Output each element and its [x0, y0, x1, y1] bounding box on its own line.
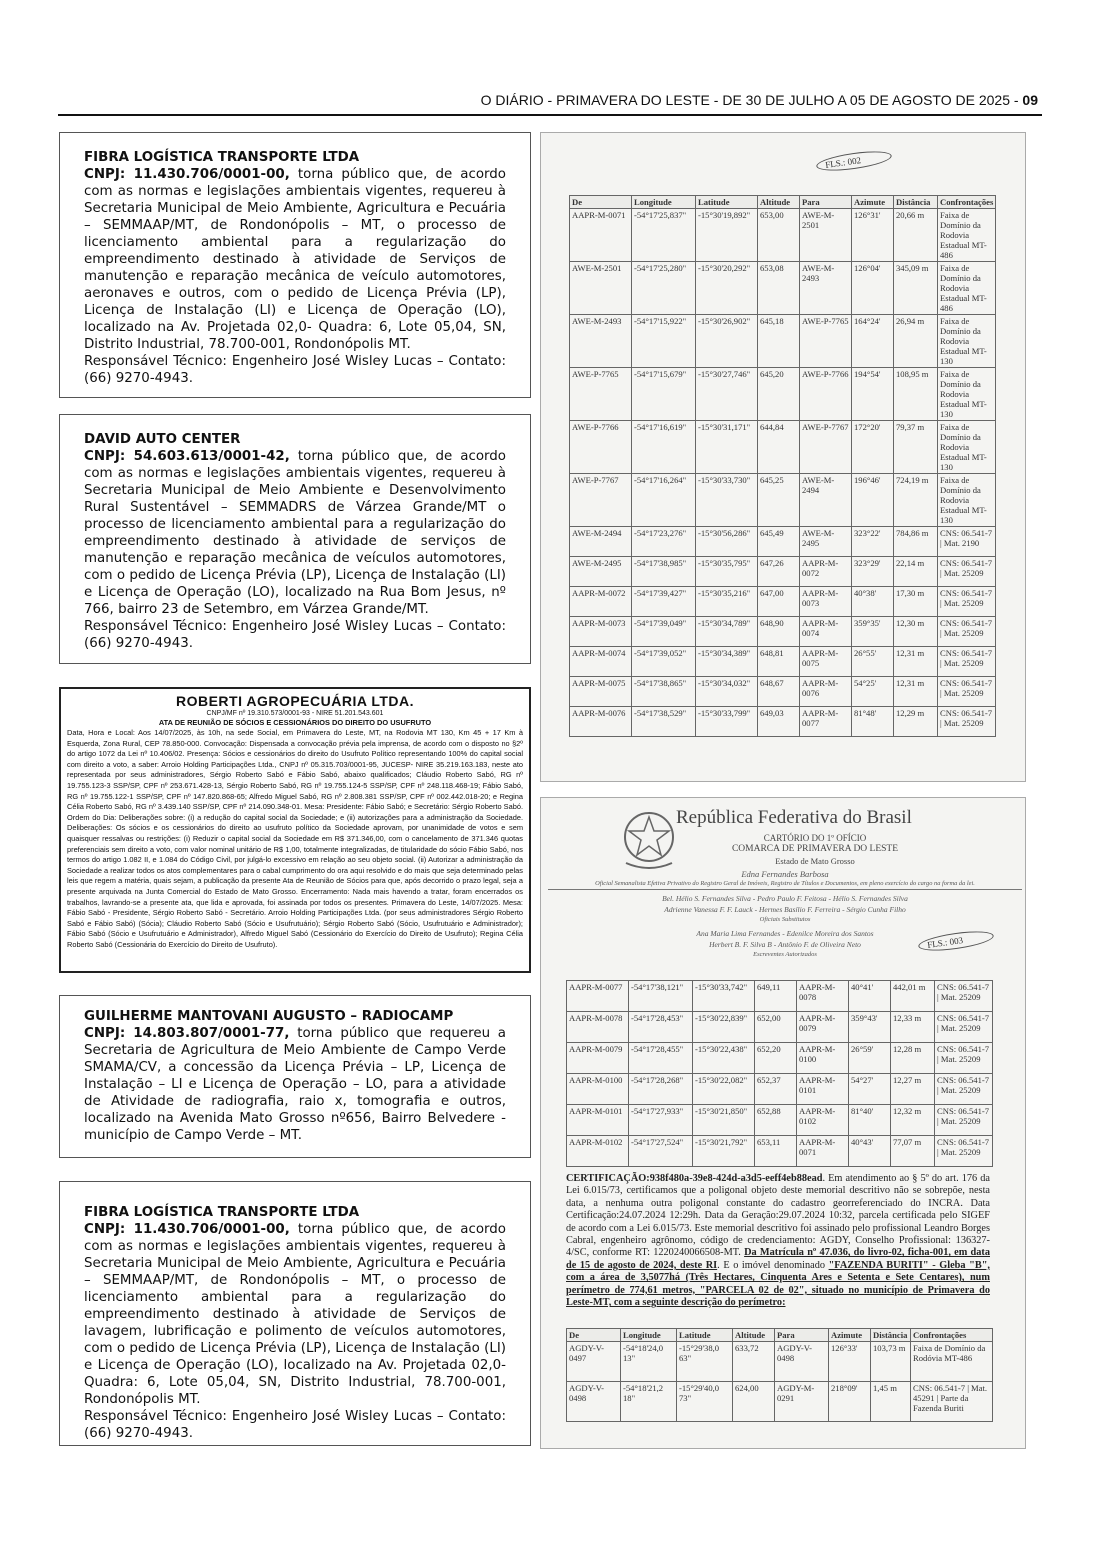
- table-cell: 645,25: [758, 474, 800, 527]
- certification-text: [566, 1173, 990, 1309]
- table-cell: CNS: 06.541-7 | Mat. 2190: [938, 527, 996, 557]
- table-cell: CNS: 06.541-7 | Mat. 45291 | Parte da Fazenda Buriti: [911, 1382, 993, 1422]
- table-cell: CNS: 06.541-7 | Mat. 25209: [935, 981, 993, 1012]
- table-cell: AAPR-M-0100: [567, 1074, 629, 1105]
- table-cell: 40°43': [849, 1136, 891, 1167]
- table-cell: CNS: 06.541-7 | Mat. 25209: [935, 1074, 993, 1105]
- table-cell: 648,90: [758, 617, 800, 647]
- table-cell: -54°17'15,679": [632, 368, 696, 421]
- table-cell: AWE-M-2493: [570, 315, 632, 368]
- roberti-cnpj: CNPJ/MF nº 19.310.573/0001-93 - NIRE 51.201.543.601: [206, 710, 384, 717]
- notice-body: torna público que, de acordo com as normas e legislações ambientais vigentes, requereu à Secretaria Municipal de Meio Ambiente e Desenvolvimento Rural Sustentável – SEMMADRS de Várzea Grande/MT o processo de licenciamento ambiental para a regularização do empreendimento destinado à atividade de serviços de manutenção e reparação mecânica de veículos automotores, com o pedido de Licença Prévia (LP), Licença de Instalação (LI) e Licença de Operação (LO), localizado na Rua Bom Jesus, nº 766, bairro 23 de Setembro, em Várzea Grande/MT.: [84, 449, 506, 617]
- table-cell: Faixa de Domínio da Rodovia Estadual MT-486: [938, 209, 996, 262]
- notice-body: torna público que, de acordo com as normas e legislações ambientais vigentes, requereu à Secretaria Municipal de Meio Ambiente, Agricultura e Pecuária – SEMMAAP/MT, de Rondonópolis – MT, o processo de licenciamento ambiental para a regularização do empreendimento destinado à atividade de Serviços de manutenção e reparação mecânica de veículo automotores, aeronaves e outros, com o pedido de Licença Prévia (LP), Licença de Instalação (LI) e Licença de Operação (LO), localizado na Av. Projetada 02,0- Quadra: 6, Lote 05,04, SN, Distrito Industrial, 78.700-001, Rondonópolis MT.: [84, 167, 506, 352]
- table-cell: -54°17'38,985": [632, 557, 696, 587]
- table-cell: 653,11: [755, 1136, 797, 1167]
- table-cell: -54°17'28,453": [629, 1012, 693, 1043]
- table-cell: AAPR-M-0074: [800, 617, 852, 647]
- table-cell: 323°29': [852, 557, 894, 587]
- table-row: [570, 677, 996, 707]
- cartorio-name: CARTÓRIO DO 1º OFÍCIO: [763, 833, 867, 843]
- table-row: [570, 368, 996, 421]
- table-cell: 323°22': [852, 527, 894, 557]
- notice-david: [59, 414, 531, 664]
- table-cell: AAPR-M-0074: [570, 647, 632, 677]
- property-intro: . E o imóvel denominado: [717, 1259, 829, 1271]
- table-cell: AAPR-M-0101: [797, 1074, 849, 1105]
- table-cell: CNS: 06.541-7 | Mat. 25209: [935, 1105, 993, 1136]
- table-cell: 12,31 m: [894, 677, 938, 707]
- table-cell: Faixa de Domínio da Rodovia Estadual MT-130: [938, 368, 996, 421]
- table-cell: AAPR-M-0073: [570, 617, 632, 647]
- official-description: Oficial Semanalista Efetiva Privativo do Registro Geral de Imóveis, Registro de Títulos e Documentos, em pleno exercício do cargo na forma da lei.: [548, 880, 1022, 890]
- page-number: 09: [1022, 92, 1038, 108]
- table-cell: AAPR-M-0079: [797, 1012, 849, 1043]
- table-cell: 645,49: [758, 527, 800, 557]
- table-cell: 40°41': [849, 981, 891, 1012]
- table-cell: AWE-M-2495: [800, 527, 852, 557]
- table-header-row: [567, 1329, 993, 1342]
- table-cell: -15°30'34,789": [696, 617, 758, 647]
- table-cell: 126°33': [829, 1342, 871, 1382]
- table-row: [567, 1342, 993, 1382]
- table-header-cell: Distância: [894, 196, 938, 209]
- table-cell: -54°17'16,619": [632, 421, 696, 474]
- table-cell: 12,28 m: [891, 1043, 935, 1074]
- table-cell: 164°24': [852, 315, 894, 368]
- matricula-text: Da Matrícula nº 47.036, do livro-02, ficha-001, em data de 15 de agosto de 2024, deste RI: [566, 1247, 990, 1271]
- table-row: [570, 527, 996, 557]
- table-cell: -15°30'27,746": [696, 368, 758, 421]
- table-header-cell: Latitude: [677, 1329, 733, 1342]
- table-cell: 649,11: [755, 981, 797, 1012]
- table-cell: 20,66 m: [894, 209, 938, 262]
- table-cell: AWE-M-2501: [800, 209, 852, 262]
- table-cell: AAPR-M-0075: [800, 647, 852, 677]
- table-cell: -54°17'27,933": [629, 1105, 693, 1136]
- notice-text: [84, 448, 506, 618]
- table-cell: -15°30'33,742": [693, 981, 755, 1012]
- table-cell: AAPR-M-0100: [797, 1043, 849, 1074]
- table-cell: -15°30'35,795": [696, 557, 758, 587]
- table-cell: AAPR-M-0101: [567, 1105, 629, 1136]
- table-cell: 108,95 m: [894, 368, 938, 421]
- table-cell: AAPR-M-0077: [567, 981, 629, 1012]
- table-header-cell: Para: [800, 196, 852, 209]
- table-cell: AAPR-M-0072: [570, 587, 632, 617]
- table-cell: -15°30'22,438": [693, 1043, 755, 1074]
- comarca-name: COMARCA DE PRIMAVERA DO LESTE: [731, 844, 899, 854]
- official-name: Edna Fernandes Barbosa: [741, 869, 829, 879]
- table-cell: -15°30'33,730": [696, 474, 758, 527]
- table-header-cell: Azimute: [829, 1329, 871, 1342]
- header-text: O DIÁRIO - PRIMAVERA DO LESTE - DE 30 DE JULHO A 05 DE AGOSTO DE 2025 -: [480, 92, 1023, 108]
- table-cell: -54°17'25,280": [632, 262, 696, 315]
- table-cell: 172°20': [852, 421, 894, 474]
- table-cell: -54°18'24,0 13": [621, 1342, 677, 1382]
- table-cell: -15°30'22,082": [693, 1074, 755, 1105]
- table-cell: 652,00: [755, 1012, 797, 1043]
- table-cell: -15°30'31,171": [696, 421, 758, 474]
- notice-fibra-1: [59, 132, 531, 398]
- page-header: [58, 92, 1042, 116]
- table-header-cell: Azimute: [852, 196, 894, 209]
- table-cell: 218°09': [829, 1382, 871, 1422]
- table-row: [570, 474, 996, 527]
- table-cell: -54°17'38,865": [632, 677, 696, 707]
- notice-body: torna público que, de acordo com as normas e legislações ambientais vigentes, requereu à Secretaria Municipal de Meio Ambiente, Agricultura e Pecuária – SEMMAAP/MT, de Rondonópolis – MT, o processo de licenciamento ambiental para a regularização do empreendimento destinado à atividade de Serviços de lavagem, lubrificação e polimento de veículos automotores, com o pedido de Licença Prévia (LP), Licença de Instalação (LI) e Licença de Operação (LO), localizado na Av. Projetada 02,0- Quadra: 6, Lote 05,04, SN, Distrito Industrial, 78.700-001, Rondonópolis MT.: [84, 1222, 506, 1407]
- table-cell: AAPR-M-0102: [567, 1136, 629, 1167]
- table-body: [570, 209, 996, 737]
- table-header-cell: De: [570, 196, 632, 209]
- table-cell: AAPR-M-0079: [567, 1043, 629, 1074]
- table-cell: AAPR-M-0075: [570, 677, 632, 707]
- table-cell: -15°30'26,902": [696, 315, 758, 368]
- table-cell: -15°29'40,0 73": [677, 1382, 733, 1422]
- table-row: [567, 1136, 993, 1167]
- table-cell: 196°46': [852, 474, 894, 527]
- table-row: [570, 557, 996, 587]
- table-row: [567, 1043, 993, 1074]
- table-cell: AGDY-V-0498: [775, 1342, 829, 1382]
- estado-name: Estado de Mato Grosso: [775, 856, 855, 866]
- table-cell: 648,81: [758, 647, 800, 677]
- table-header-cell: Confrontações: [938, 196, 996, 209]
- table-cell: 648,67: [758, 677, 800, 707]
- table-cell: Faixa de Domínio da Rodovia Estadual MT-486: [938, 262, 996, 315]
- table-cell: CNS: 06.541-7 | Mat. 25209: [938, 677, 996, 707]
- table-cell: 22,14 m: [894, 557, 938, 587]
- table-header-cell: De: [567, 1329, 621, 1342]
- notice-cnpj: CNPJ: 11.430.706/0001-00,: [84, 167, 290, 182]
- table-cell: 649,03: [758, 707, 800, 737]
- table-cell: AAPR-M-0071: [797, 1136, 849, 1167]
- certification-code: CERTIFICAÇÃO:938f480a-39e8-424d-a3d5-eeff4eb88ead: [566, 1173, 823, 1184]
- table-row: [570, 617, 996, 647]
- table-body: [567, 1342, 993, 1422]
- table-cell: CNS: 06.541-7 | Mat. 25209: [938, 587, 996, 617]
- table-cell: AWE-P-7766: [570, 421, 632, 474]
- table-cell: 653,00: [758, 209, 800, 262]
- table-row: [567, 1382, 993, 1422]
- table-cell: 126°31': [852, 209, 894, 262]
- certification-body: . Em atendimento ao § 5º do art. 176 da Lei 6.015/73, certificamos que a poligonal objeto deste memorial descritivo não se sobrepõe, nesta data, a nenhuma outra poligonal constante do cadastro georreferenciado do INCRA. Data Certificação:24.07.2024 12:29h. Data da Geração:29.07.2024 10:32, parcela certificada pelo SIGEF de acordo com a Lei 6.015/73. Este memorial descritivo foi assinado pelo profissional Leandro Borges Cabral, engenheiro agrônomo, código de credenciamento: AGDY, Conselho Profissional: 136327-4/SC, conforme RT: 1220240066508-MT.: [566, 1173, 990, 1259]
- table-cell: -15°30'56,286": [696, 527, 758, 557]
- coordinates-table-3: [566, 1328, 993, 1422]
- table-cell: -54°17'28,455": [629, 1043, 693, 1074]
- clerks-line-2: Herbert B. F. Silva B - Antônio F. de Oliveira Neto: [709, 940, 861, 949]
- substitutes-line-1: Bel. Hélio S. Fernandes Silva - Pedro Paulo F. Feitosa - Hélio S. Fernandes Silva: [662, 894, 908, 903]
- notice-cnpj: CNPJ: 54.603.613/0001-42,: [84, 449, 290, 464]
- table-cell: Faixa de Domínio da Rodóvia MT-486: [911, 1342, 993, 1382]
- roberti-title: ROBERTI AGROPECUÁRIA LTDA.: [175, 693, 415, 709]
- table-cell: AWE-M-2501: [570, 262, 632, 315]
- table-cell: -54°17'25,837": [632, 209, 696, 262]
- table-row: [567, 1105, 993, 1136]
- table-cell: 359°35': [852, 617, 894, 647]
- table-cell: -15°30'21,792": [693, 1136, 755, 1167]
- notice-roberti: [59, 687, 531, 973]
- notice-guilherme: [59, 995, 531, 1158]
- table-cell: AAPR-M-0078: [567, 1012, 629, 1043]
- table-cell: 12,30 m: [894, 617, 938, 647]
- notice-fibra-2: [59, 1181, 531, 1446]
- table-row: [570, 315, 996, 368]
- table-cell: AAPR-M-0078: [797, 981, 849, 1012]
- table-cell: AWE-M-2494: [800, 474, 852, 527]
- table-cell: -54°17'39,427": [632, 587, 696, 617]
- table-cell: CNS: 06.541-7 | Mat. 25209: [938, 557, 996, 587]
- table-cell: AWE-M-2494: [570, 527, 632, 557]
- table-cell: 724,19 m: [894, 474, 938, 527]
- table-cell: -15°30'34,032": [696, 677, 758, 707]
- table-cell: AWE-P-7767: [800, 421, 852, 474]
- table-cell: 653,08: [758, 262, 800, 315]
- scanned-page-1: [540, 132, 1026, 782]
- table-cell: -54°17'39,049": [632, 617, 696, 647]
- page-stamp: FLS.: 003: [917, 928, 994, 954]
- republica-title: República Federativa do Brasil: [676, 807, 912, 828]
- notice-text: [84, 1025, 506, 1144]
- table-cell: AAPR-M-0071: [570, 209, 632, 262]
- table-cell: AAPR-M-0102: [797, 1105, 849, 1136]
- table-cell: -54°17'38,121": [629, 981, 693, 1012]
- table-cell: AGDY-V-0498: [567, 1382, 621, 1422]
- notice-text: [84, 166, 506, 353]
- table-cell: 77,07 m: [891, 1136, 935, 1167]
- table-cell: 633,72: [733, 1342, 775, 1382]
- table-cell: AWE-P-7767: [570, 474, 632, 527]
- table-header-cell: Distância: [871, 1329, 911, 1342]
- table-cell: AWE-P-7765: [800, 315, 852, 368]
- table-cell: -54°17'38,529": [632, 707, 696, 737]
- table-cell: 54°25': [852, 677, 894, 707]
- table-cell: 784,86 m: [894, 527, 938, 557]
- table-cell: 644,84: [758, 421, 800, 474]
- table-cell: AAPR-M-0073: [800, 587, 852, 617]
- table-row: [570, 587, 996, 617]
- notice-title: FIBRA LOGÍSTICA TRANSPORTE LTDA: [84, 1205, 360, 1220]
- notice-responsible: Responsável Técnico: Engenheiro José Wisley Lucas – Contato: (66) 9270-4943.: [84, 619, 506, 651]
- property-description: "FAZENDA BURITI" - Gleba "B", com a área de 3,5077há (Três Hectares, Cinquenta Ares e Setenta e Sete Centares), num perímetro de 774,61 metros, "PARCELA 02 de 02", situado no município de Primavera do Leste-MT, com a seguinte descrição do perímetro:: [566, 1259, 990, 1309]
- table-cell: 26°59': [849, 1043, 891, 1074]
- table-cell: 647,26: [758, 557, 800, 587]
- table-cell: 645,20: [758, 368, 800, 421]
- table-cell: -15°30'19,892": [696, 209, 758, 262]
- table-cell: 359°43': [849, 1012, 891, 1043]
- roberti-body: Data, Hora e Local: Aos 14/07/2025, às 10h, na sede Social, em Primavera do Leste, MT, na Rodovia MT 130, Km 45 + 17 Km à Esquerda, Zona Rural, CEP 78.850-000. Convocação: Dispensada a convocação prévia pela imprensa, de acordo com o disposto no §2º do artigo 1072 da Lei nº 10.406/02. Presença: Sócios e cessionários do direito do Usufruto Político representando 100% do capital social com direito a voto, a saber: Arroio Holding Participações Ltda., CNPJ nº 05.315.703/0001-95, JUCESP- NIRE 35.219.163.183, neste ato representada por seus administradores, Sérgio Roberto Sabó e Fábio Sabó, abaixo qualificados; Cláudio Roberto Sabó, RG nº 19.755.123-3 SSP/SP, CPF nº 253.671.428-13, Sérgio Roberto Sabó, RG nº 19.755.124-5 SSP/SP, CPF nº 248.118.468-19; Fábio Sabó, RG nº 19.755.122-1 SSP/SP, CPF nº 147.820.868-65; Alfredo Miguel Sabó, RG nº 2.808.381 SSP/SP, CPF nº 002.442.018-20; e Regina Célia Roberto Sabó, RG nº 3.439.140 SSP/SP, CPF nº 214.090.348-01. Mesa: Presidente: Fábio Sabó; e Secretário: Sérgio Roberto Sabó. Ordem do Dia: Deliberações sobre: (i) a redução do capital social da Sociedade; e (ii) autorizações para a administração da Sociedade. Deliberações: Os sócios e os cessionários do direito ao usufruto político da Sociedade aprovam, por unanimidade de votos e sem quaisquer ressalvas ou restrições: (i) Reduzir o capital social da Sociedade em R$ 371.346,00, com o cancelamento de 371.346 quotas preferenciais sem direito a voto, com valor nominal unitário de R$ 1,00, totalmente integralizadas, de titularidade do sócio Fábio Sabó, nos termos do artigo 1.082 II, e 1.084 do Código Civil, por julgá-lo excessivo em relação ao seu objeto social. (ii) Autorizar a administração da Sociedade a realizar todos os atos complementares para o cabal cumprimento do ora aqui resolvido e do mais que seja determinado pelas leis que regem a matéria, quais sejam, a publicação da presente Ata de Reunião de Sócios para que, após decorrido o prazo legal, seja a presente arquivada na Junta Comercial do Estado de Mato Grosso. Encerramento: Nada mais havendo a tratar, foram encerrados os trabalhos, lavrando-se a presente ata, que lida e aprovada, foi assinada por todos os presentes. Primavera do Leste, 14/07/2025. Mesa: Fábio Sabó - Presidente, Sérgio Roberto Sabó - Secretário. Arroio Holding Participações Ltda. (por seus administradores Sérgio Roberto Sabó e Fábio Sabó) (Sócia); Cláudio Roberto Sabó (Sócio e Usufrutuário); Sérgio Roberto Sabó (Sócio, Usufrutuário e Administrador); Fábio Sabó (Sócio e Usufrutuário e Administrador), Alfredo Miguel Sabó (Cessionário do Exercício do Direito de Usufruto); Regina Célia Roberto Sabó (Cessionária do Exercício do Direito de Usufruto).: [67, 728, 523, 949]
- table-header-cell: Altitude: [758, 196, 800, 209]
- table-cell: 26,94 m: [894, 315, 938, 368]
- table-cell: AGDY-M-0291: [775, 1382, 829, 1422]
- table-row: [567, 1074, 993, 1105]
- table-cell: CNS: 06.541-7 | Mat. 25209: [935, 1136, 993, 1167]
- table-cell: CNS: 06.541-7 | Mat. 25209: [938, 647, 996, 677]
- table-row: [567, 1012, 993, 1043]
- notice-responsible: Responsável Técnico: Engenheiro José Wisley Lucas – Contato: (66) 9270-4943.: [84, 1409, 506, 1441]
- table-cell: CNS: 06.541-7 | Mat. 25209: [938, 707, 996, 737]
- table-cell: -54°17'28,268": [629, 1074, 693, 1105]
- table-cell: -15°30'22,839": [693, 1012, 755, 1043]
- table-cell: AWE-M-2493: [800, 262, 852, 315]
- table-cell: 442,01 m: [891, 981, 935, 1012]
- table-cell: AWE-P-7766: [800, 368, 852, 421]
- table-header-cell: Para: [775, 1329, 829, 1342]
- page-stamp: FLS.: 002: [815, 148, 892, 174]
- table-cell: 652,37: [755, 1074, 797, 1105]
- table-row: [567, 981, 993, 1012]
- table-cell: 126°04': [852, 262, 894, 315]
- substitutes-line-2: Adrienne Vanessa F. F. Lauck - Hermes Basílio F. Ferreira - Sérgio Cunha Filho: [664, 905, 906, 914]
- coordinates-table-2: [566, 980, 993, 1167]
- table-cell: 624,00: [733, 1382, 775, 1422]
- table-cell: AAPR-M-0076: [800, 677, 852, 707]
- table-cell: 12,32 m: [891, 1105, 935, 1136]
- table-row: [570, 262, 996, 315]
- notice-text: [84, 1221, 506, 1408]
- notice-responsible: Responsável Técnico: Engenheiro José Wisley Lucas – Contato: (66) 9270-4943.: [84, 354, 506, 386]
- table-cell: -54°17'23,276": [632, 527, 696, 557]
- table-cell: 103,73 m: [871, 1342, 911, 1382]
- table-header-cell: Longitude: [621, 1329, 677, 1342]
- table-cell: AAPR-M-0076: [570, 707, 632, 737]
- table-cell: -15°30'20,292": [696, 262, 758, 315]
- table-body: [567, 981, 993, 1167]
- table-row: [570, 421, 996, 474]
- notice-title: GUILHERME MANTOVANI AUGUSTO – RADIOCAMP: [84, 1009, 454, 1024]
- clerks-line-1: Ana Maria Lima Fernandes - Edenilce Moreira dos Santos: [696, 929, 874, 938]
- substitutes-label: Oficiais Substitutos: [759, 916, 811, 923]
- table-cell: -54°17'39,052": [632, 647, 696, 677]
- notice-title: DAVID AUTO CENTER: [84, 432, 241, 447]
- table-header-cell: Confrontações: [911, 1329, 993, 1342]
- table-cell: 652,88: [755, 1105, 797, 1136]
- table-row: [570, 647, 996, 677]
- table-cell: 26°55': [852, 647, 894, 677]
- table-cell: AGDY-V-0497: [567, 1342, 621, 1382]
- table-header-row: [570, 196, 996, 209]
- table-cell: AWE-M-2495: [570, 557, 632, 587]
- clerks-label: Escreventes Autorizados: [753, 951, 817, 958]
- table-cell: AWE-P-7765: [570, 368, 632, 421]
- table-header-cell: Latitude: [696, 196, 758, 209]
- table-cell: 81°40': [849, 1105, 891, 1136]
- table-cell: 1,45 m: [871, 1382, 911, 1422]
- table-cell: AAPR-M-0077: [800, 707, 852, 737]
- table-cell: -15°30'21,850": [693, 1105, 755, 1136]
- coordinates-table-1: [569, 195, 996, 737]
- table-cell: Faixa de Domínio da Rodovia Estadual MT-130: [938, 474, 996, 527]
- table-cell: CNS: 06.541-7 | Mat. 25209: [935, 1012, 993, 1043]
- table-cell: 345,09 m: [894, 262, 938, 315]
- table-cell: -15°30'35,216": [696, 587, 758, 617]
- notice-cnpj: CNPJ: 11.430.706/0001-00,: [84, 1222, 290, 1237]
- table-cell: -54°17'15,922": [632, 315, 696, 368]
- notice-cnpj: CNPJ: 14.803.807/0001-77,: [84, 1026, 290, 1041]
- table-cell: 81°48': [852, 707, 894, 737]
- table-cell: CNS: 06.541-7 | Mat. 25209: [935, 1043, 993, 1074]
- table-cell: 194°54': [852, 368, 894, 421]
- table-cell: -54°17'16,264": [632, 474, 696, 527]
- cartorio-letterhead: [548, 801, 1022, 977]
- notice-body: torna público que requereu a Secretaria de Agricultura de Meio Ambiente de Campo Verde SMAMA/CV, a concessão da Licença Prévia – LP, Licença de Instalação – LI e Licença de Operação – LO, para a atividade de Atividade de radiografia, raio x, tomografia e outros, localizado na Avenida Mato Grosso nº656, Bairro Belvedere - município de Campo Verde – MT.: [84, 1026, 506, 1143]
- table-cell: 12,29 m: [894, 707, 938, 737]
- notice-title: FIBRA LOGÍSTICA TRANSPORTE LTDA: [84, 150, 360, 165]
- table-cell: Faixa de Domínio da Rodovia Estadual MT-130: [938, 315, 996, 368]
- table-cell: 12,27 m: [891, 1074, 935, 1105]
- table-cell: -15°30'33,799": [696, 707, 758, 737]
- table-cell: -15°29'38,0 63": [677, 1342, 733, 1382]
- table-cell: -15°30'34,389": [696, 647, 758, 677]
- table-cell: 647,00: [758, 587, 800, 617]
- roberti-heading: ATA DE REUNIÃO DE SÓCIOS E CESSIONÁRIOS DO DIREITO DO USUFRUTO: [158, 718, 432, 727]
- table-cell: 54°27': [849, 1074, 891, 1105]
- table-cell: 40°38': [852, 587, 894, 617]
- table-header-cell: Longitude: [632, 196, 696, 209]
- table-cell: -54°17'27,524": [629, 1136, 693, 1167]
- table-cell: 652,20: [755, 1043, 797, 1074]
- table-row: [570, 209, 996, 262]
- table-cell: 12,33 m: [891, 1012, 935, 1043]
- table-cell: 79,37 m: [894, 421, 938, 474]
- table-cell: -54°18'21,2 18": [621, 1382, 677, 1422]
- table-row: [570, 707, 996, 737]
- table-cell: 645,18: [758, 315, 800, 368]
- table-cell: 17,30 m: [894, 587, 938, 617]
- table-header-cell: Altitude: [733, 1329, 775, 1342]
- table-cell: CNS: 06.541-7 | Mat. 25209: [938, 617, 996, 647]
- table-cell: AAPR-M-0072: [800, 557, 852, 587]
- table-cell: 12,31 m: [894, 647, 938, 677]
- table-cell: Faixa de Domínio da Rodovia Estadual MT-130: [938, 421, 996, 474]
